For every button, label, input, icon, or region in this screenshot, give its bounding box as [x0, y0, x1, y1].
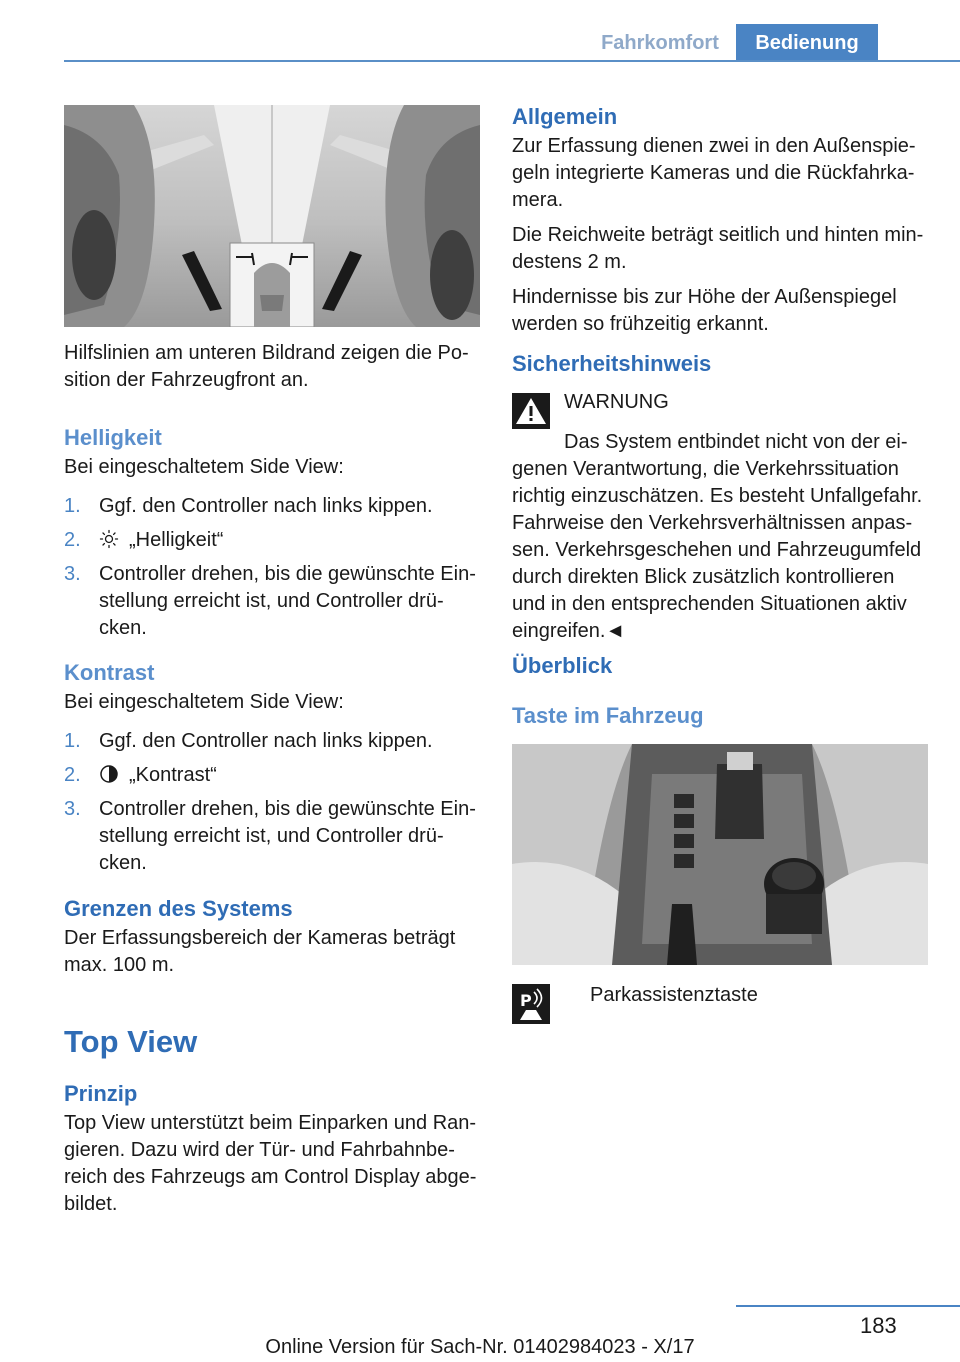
step-number: 2. [64, 529, 81, 551]
step-number: 3. [64, 798, 81, 820]
general-paragraph: Die Reichweite beträgt seitlich und hinten min-destens 2 m. [512, 224, 924, 273]
principle-heading: Prinzip [64, 1081, 138, 1106]
page-number: 183 [860, 1313, 897, 1338]
list-item [64, 796, 480, 877]
overview-heading: Überblick [512, 653, 613, 678]
park-assist-button-row [512, 982, 928, 1026]
brightness-steps [64, 493, 480, 642]
limits-text: Der Erfassungsbereich der Kameras beträgt max. 100 m. [64, 927, 456, 976]
sun-icon [99, 529, 119, 549]
warning-text: Das System entbindet nicht von der ei-genen Verantwortung, die Verkehrssituation richtig einzuschätzen. Es besteht Unfallgefahr. Fahrweise den Verkehrsverhältnissen anpas-sen. Verkehrsgeschehen und Fahrzeugumfeld durch direkten Blick zusätzlich kontrollieren und in den entsprechenden Situationen aktiv eingreifen.◄ [512, 431, 923, 642]
figure-caption: Hilfslinien am unteren Bildrand zeigen die Po-sition der Fahrzeugfront an. [64, 342, 469, 391]
side-view-figure [64, 105, 480, 327]
overview-subheading: Taste im Fahrzeug [512, 703, 704, 728]
principle-text: Top View unterstützt beim Einparken und Ran-gieren. Dazu wird der Tür- und Fahrbahnbe-reich des Fahrzeugs am Control Display abge-bildet. [64, 1112, 477, 1215]
step-number: 2. [64, 764, 81, 786]
safety-heading: Sicherheitshinweis [512, 351, 712, 376]
brightness-section [64, 424, 480, 642]
list-item [64, 762, 480, 789]
limits-section [64, 895, 480, 979]
warning-icon [512, 393, 550, 429]
step-text: Controller drehen, bis die gewünschte Ein-stellung erreicht ist, und Controller drü-cken. [99, 563, 476, 639]
brightness-heading: Helligkeit [64, 425, 162, 450]
center-console-image [512, 744, 928, 965]
top-view-heading: Top View [64, 1024, 198, 1059]
step-text: Ggf. den Controller nach links kippen. [99, 495, 433, 517]
park-assist-icon [512, 984, 550, 1024]
list-item [64, 561, 480, 642]
header-active-tab[interactable]: Bedienung [736, 24, 878, 62]
header-rule [64, 60, 960, 62]
contrast-steps [64, 728, 480, 877]
header-section-tab[interactable]: Fahrkomfort [601, 31, 719, 54]
side-view-camera-image [64, 105, 480, 327]
svg-text:P: P [520, 991, 532, 1010]
step-number: 1. [64, 495, 81, 517]
safety-section [512, 350, 928, 645]
step-text: „Kontrast“ [129, 764, 217, 786]
general-section [512, 103, 928, 338]
console-figure [512, 744, 928, 965]
contrast-icon [99, 764, 119, 784]
brightness-intro: Bei eingeschaltetem Side View: [64, 456, 344, 478]
list-item [64, 527, 480, 554]
step-text: Controller drehen, bis die gewünschte Ein-stellung erreicht ist, und Controller drü-cken. [99, 798, 476, 874]
general-heading: Allgemein [512, 104, 618, 129]
list-item [64, 728, 480, 755]
warning-block [512, 389, 928, 429]
step-text: Ggf. den Controller nach links kippen. [99, 730, 433, 752]
step-number: 3. [64, 563, 81, 585]
step-text: „Helligkeit“ [129, 529, 224, 551]
warning-label: WARNUNG [564, 391, 669, 413]
overview-section [512, 652, 928, 730]
contrast-intro: Bei eingeschaltetem Side View: [64, 691, 344, 713]
online-version-footer: Online Version für Sach-Nr. 01402984023 - X/17 [265, 1336, 695, 1358]
general-paragraph: Zur Erfassung dienen zwei in den Außenspie-geln integrierte Kameras und die Rückfahrka-mera. [512, 135, 916, 211]
list-item [64, 493, 480, 520]
limits-heading: Grenzen des Systems [64, 896, 293, 921]
footer-rule [736, 1305, 960, 1307]
park-assist-caption: Parkassistenztaste [590, 984, 758, 1006]
top-view-section [64, 1024, 480, 1218]
step-number: 1. [64, 730, 81, 752]
contrast-section [64, 659, 480, 877]
contrast-heading: Kontrast [64, 660, 155, 685]
general-paragraph: Hindernisse bis zur Höhe der Außenspiegel werden so frühzeitig erkannt. [512, 286, 897, 335]
